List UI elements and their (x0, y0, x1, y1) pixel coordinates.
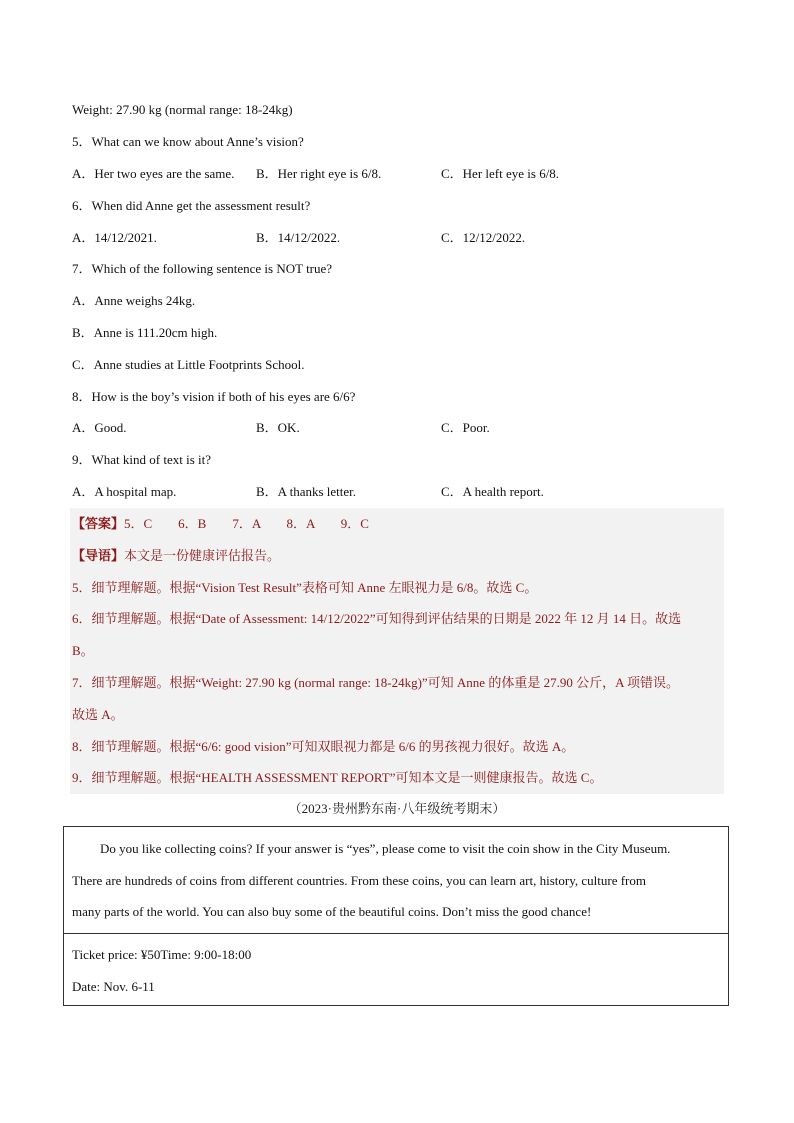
question-6-option-a: A．14/12/2021. (72, 230, 157, 245)
source-line: （2023·贵州黔东南·八年级统考期末） (288, 801, 506, 816)
question-5-stem: 5．What can we know about Anne’s vision? (72, 134, 304, 149)
explanation-6-cont: B。 (72, 643, 94, 658)
question-7-option-a: A．Anne weighs 24kg. (72, 293, 196, 308)
ticket-line: Ticket price: ¥50Time: 9:00-18:00 (72, 947, 252, 962)
guide-tag: 【导语】 (72, 548, 125, 563)
explanation-8: 8．细节理解题。根据“6/6: good vision”可知双眼视力都是 6/6 的男孩视力很好。故选 A。 (72, 739, 575, 754)
question-6-option-b: B．14/12/2022. (256, 230, 341, 245)
question-9-option-c: C．A health report. (441, 484, 544, 499)
question-8-option-b: B．OK. (256, 420, 300, 435)
passage-line-1: Do you like collecting coins? If your answer is “yes”, please come to visit the coin show in the City Museum. (100, 841, 671, 856)
passage-line-2: There are hundreds of coins from different countries. From these coins, you can learn art, history, culture from (72, 873, 646, 888)
question-6-stem: 6．When did Anne get the assessment result? (72, 198, 311, 213)
explanation-7-cont: 故选 A。 (72, 707, 124, 722)
explanation-9: 9．细节理解题。根据“HEALTH ASSESSMENT REPORT”可知本文是一则健康报告。故选 C。 (72, 770, 603, 785)
question-7-option-c: C．Anne studies at Little Footprints School. (72, 357, 305, 372)
passage-box (63, 826, 729, 1006)
question-9-option-b: B．A thanks letter. (256, 484, 357, 499)
guide-text: 本文是一份健康评估报告。 (124, 548, 281, 563)
question-9-option-a: A．A hospital map. (72, 484, 177, 499)
question-5-option-a: A．Her two eyes are the same. (72, 166, 235, 181)
question-8-option-a: A．Good. (72, 420, 127, 435)
explanation-6: 6．细节理解题。根据“Date of Assessment: 14/12/2022”可知得到评估结果的日期是 2022 年 12 月 14 日。故选 (72, 611, 682, 626)
question-8-option-c: C．Poor. (441, 420, 490, 435)
question-8-stem: 8．How is the boy’s vision if both of his eyes are 6/6? (72, 389, 356, 404)
answers-text: 5．C 6．B 7．A 8．A 9．C (124, 516, 369, 531)
question-6-option-c: C．12/12/2022. (441, 230, 526, 245)
passage-line-3: many parts of the world. You can also buy some of the beautiful coins. Don’t miss the good chance! (72, 904, 592, 919)
date-line: Date: Nov. 6-11 (72, 979, 155, 994)
answers-line (72, 515, 369, 533)
guide-line (72, 547, 280, 565)
question-7-option-b: B．Anne is 111.20cm high. (72, 325, 218, 340)
explanation-5: 5．细节理解题。根据“Vision Test Result”表格可知 Anne 左眼视力是 6/8。故选 C。 (72, 580, 538, 595)
question-9-stem: 9．What kind of text is it? (72, 452, 212, 467)
explanation-7: 7．细节理解题。根据“Weight: 27.90 kg (normal range: 18-24kg)”可知 Anne 的体重是 27.90 公斤，A 项错误。 (72, 675, 679, 690)
passage-divider (64, 933, 728, 934)
question-7-stem: 7．Which of the following sentence is NOT true? (72, 261, 333, 276)
question-5-option-b: B．Her right eye is 6/8. (256, 166, 382, 181)
answers-tag: 【答案】 (72, 516, 125, 531)
weight-line: Weight: 27.90 kg (normal range: 18-24kg) (72, 102, 293, 117)
question-5-option-c: C．Her left eye is 6/8. (441, 166, 560, 181)
